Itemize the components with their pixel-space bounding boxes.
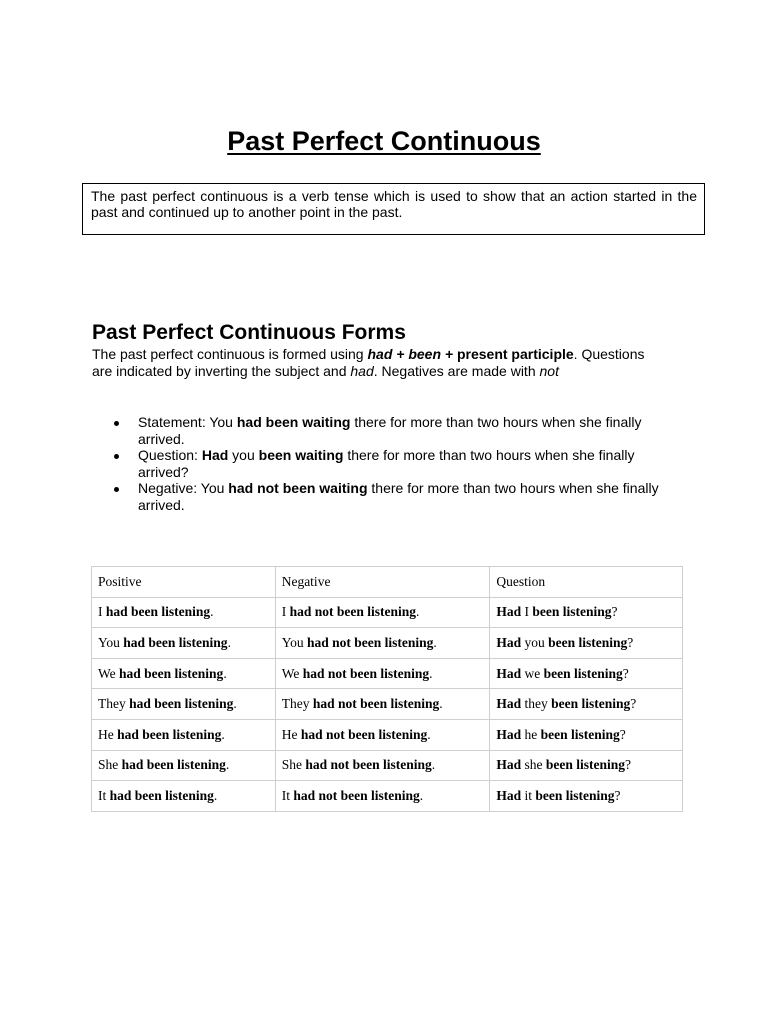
cell-punct: . — [427, 726, 431, 742]
cell-negative — [275, 750, 490, 781]
cell-aux: Had — [496, 634, 522, 650]
cell-subject: I — [98, 604, 103, 620]
cell-negative — [275, 719, 490, 750]
cell-negative — [275, 658, 490, 689]
intro-present-participle: present participle — [456, 346, 574, 362]
cell-subject: She — [281, 757, 302, 773]
cell-question — [490, 750, 683, 781]
cell-verb: had been listening — [109, 787, 214, 803]
cell-subject: They — [98, 696, 126, 712]
example-text: Statement: You — [138, 414, 237, 430]
table-row — [92, 689, 683, 720]
cell-verb: had not been listening — [300, 726, 428, 742]
example-bold: had not been waiting — [228, 480, 368, 496]
cell-aux: Had — [496, 757, 522, 773]
cell-subject: she — [524, 757, 543, 773]
intro-text-1: The past perfect continuous is formed using — [92, 346, 368, 362]
cell-verb: been listening — [532, 604, 612, 620]
example-text: there for more than two hours when she finally arrived. — [138, 480, 659, 513]
intro-had: had — [350, 363, 374, 379]
cell-punct: . — [213, 787, 218, 803]
cell-verb: had not been listening — [293, 787, 420, 803]
cell-positive — [92, 658, 276, 689]
example-bold: Had — [201, 447, 229, 463]
example-negative — [92, 480, 682, 513]
cell-subject: She — [98, 757, 119, 773]
cell-subject: They — [281, 696, 310, 712]
cell-negative — [275, 689, 490, 720]
cell-verb: had not been listening — [305, 757, 432, 773]
table-row — [92, 781, 683, 812]
cell-subject: we — [524, 665, 541, 681]
cell-verb: been listening — [543, 665, 623, 681]
cell-punct: ? — [622, 665, 629, 681]
cell-punct: . — [429, 665, 433, 681]
cell-positive — [92, 597, 276, 628]
table-row — [92, 628, 683, 659]
section-heading: Past Perfect Continuous Forms — [92, 321, 406, 345]
cell-subject: he — [524, 726, 538, 742]
cell-verb: been listening — [548, 634, 628, 650]
cell-aux: Had — [496, 696, 522, 712]
cell-question — [490, 689, 683, 720]
cell-question — [490, 781, 683, 812]
intro-text-2: . Questions are indicated by inverting the subject and — [92, 346, 645, 379]
table-row — [92, 658, 683, 689]
cell-aux: Had — [496, 726, 522, 742]
cell-subject: We — [281, 665, 300, 681]
cell-verb: had been listening — [129, 696, 234, 712]
cell-question — [490, 597, 683, 628]
cell-verb: had been listening — [105, 604, 211, 620]
example-text: Question: — [138, 447, 202, 463]
table-row — [92, 597, 683, 628]
cell-punct: ? — [624, 757, 631, 773]
cell-verb: been listening — [551, 696, 631, 712]
conjugation-table — [91, 566, 683, 812]
cell-punct: . — [431, 757, 436, 773]
cell-negative — [275, 628, 490, 659]
cell-positive — [92, 781, 276, 812]
cell-subject: It — [98, 787, 107, 803]
cell-verb: had been listening — [123, 634, 228, 650]
page-title: Past Perfect Continuous — [227, 126, 541, 157]
definition-box: The past perfect continuous is a verb tense which is used to show that an action started in the past and continued up to another point in the past. — [82, 183, 705, 235]
header-question: Question — [490, 567, 683, 598]
cell-punct: ? — [627, 634, 634, 650]
cell-verb: been listening — [535, 787, 615, 803]
intro-not: not — [539, 363, 559, 379]
example-text: Negative: You — [138, 480, 229, 496]
cell-subject: You — [281, 634, 304, 650]
cell-punct: . — [223, 665, 227, 681]
cell-aux: Had — [496, 665, 522, 681]
intro-had-been: had + been + — [367, 346, 457, 362]
cell-verb: had been listening — [117, 726, 222, 742]
cell-punct: ? — [611, 604, 618, 620]
intro-text-3: . Negatives are made with — [373, 363, 540, 379]
cell-punct: . — [227, 634, 231, 650]
formation-paragraph — [92, 346, 652, 380]
cell-subject: they — [524, 696, 548, 712]
table-row — [92, 719, 683, 750]
cell-verb: had not been listening — [302, 665, 430, 681]
cell-subject: I — [281, 604, 287, 620]
cell-verb: been listening — [540, 726, 620, 742]
table-row — [92, 750, 683, 781]
example-statement — [92, 414, 682, 447]
cell-question — [490, 628, 683, 659]
cell-subject: He — [281, 726, 298, 742]
example-question — [92, 447, 682, 480]
cell-verb: had been listening — [119, 665, 224, 681]
header-positive: Positive — [92, 567, 276, 598]
header-negative: Negative — [275, 567, 490, 598]
cell-subject: He — [98, 726, 114, 742]
cell-positive — [92, 719, 276, 750]
cell-punct: ? — [614, 787, 621, 803]
cell-verb: had not been listening — [289, 604, 416, 620]
cell-subject: You — [98, 634, 120, 650]
cell-verb: had not been listening — [306, 634, 434, 650]
cell-punct: . — [439, 696, 443, 712]
table-header-row — [92, 567, 683, 598]
cell-subject: you — [524, 634, 545, 650]
examples-list — [92, 414, 682, 513]
cell-question — [490, 719, 683, 750]
cell-punct: . — [419, 787, 424, 803]
cell-punct: ? — [630, 696, 637, 712]
cell-punct: . — [210, 604, 214, 620]
cell-verb: been listening — [545, 757, 625, 773]
cell-negative — [275, 597, 490, 628]
cell-positive — [92, 628, 276, 659]
table-body — [92, 597, 683, 811]
cell-aux: Had — [496, 604, 522, 620]
cell-subject: it — [524, 787, 532, 803]
example-text: there for more than two hours when she finally arrived? — [138, 447, 635, 480]
cell-question — [490, 658, 683, 689]
example-text: you — [228, 447, 259, 463]
cell-positive — [92, 689, 276, 720]
cell-punct: . — [433, 634, 437, 650]
cell-verb: had been listening — [121, 757, 226, 773]
example-text: there for more than two hours when she finally arrived. — [138, 414, 642, 447]
cell-subject: It — [281, 787, 290, 803]
example-bold: been waiting — [258, 447, 344, 463]
cell-subject: We — [98, 665, 116, 681]
cell-positive — [92, 750, 276, 781]
cell-verb: had not been listening — [312, 696, 440, 712]
cell-aux: Had — [496, 787, 522, 803]
cell-punct: . — [221, 726, 225, 742]
cell-punct: . — [233, 696, 237, 712]
cell-punct: . — [415, 604, 420, 620]
cell-punct: . — [225, 757, 230, 773]
cell-negative — [275, 781, 490, 812]
example-bold: had been waiting — [236, 414, 351, 430]
cell-subject: I — [524, 604, 529, 620]
cell-punct: ? — [619, 726, 626, 742]
